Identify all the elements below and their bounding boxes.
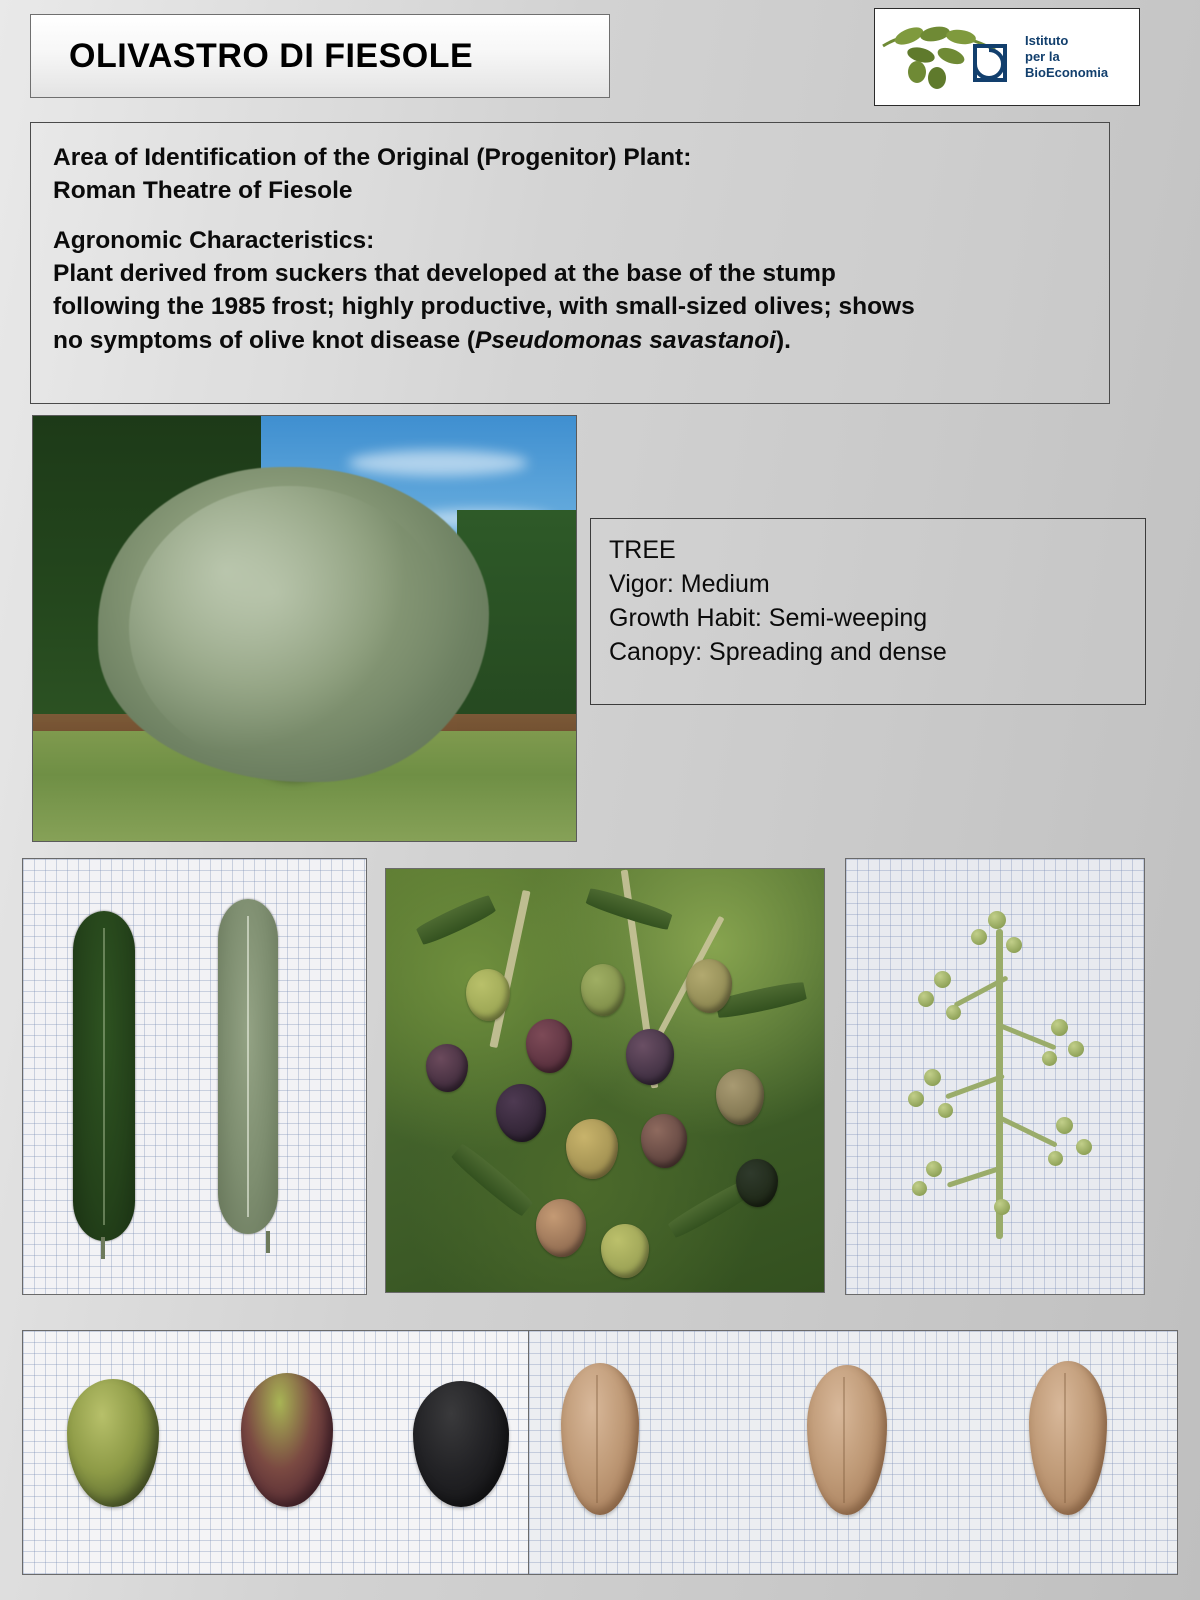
flower-bud [946, 1005, 961, 1020]
tree-vigor: Vigor: Medium [609, 570, 770, 598]
agronomic-line-1: Plant derived from suckers that developed at the base of the stump [53, 259, 836, 287]
olive-inflorescence-scan [845, 858, 1145, 1295]
tree-panel-title: TREE [609, 536, 676, 564]
flower-bud [1056, 1117, 1073, 1134]
flower-bud [994, 1199, 1010, 1215]
inflorescence-main-stem [996, 929, 1003, 1239]
identification-info-box [30, 122, 1110, 404]
flower-bud [1042, 1051, 1057, 1066]
agronomic-line-2: following the 1985 frost; highly productive, with small-sized olives; shows [53, 293, 915, 321]
logo-line-2: per la [1025, 49, 1060, 65]
agronomic-characteristics-label: Agronomic Characteristics: [53, 226, 375, 254]
agronomic-characteristics-block [53, 224, 1087, 357]
drupes-and-pits-strip [22, 1330, 1178, 1575]
olive-pits-scan [529, 1331, 1177, 1574]
flower-bud [1048, 1151, 1063, 1166]
leaf-petiole [266, 1231, 270, 1253]
flower-bud [988, 911, 1006, 929]
olive-leaves-scan [22, 858, 367, 1295]
flower-bud [934, 971, 951, 988]
leaf-abaxial-surface [218, 899, 278, 1234]
flower-bud [912, 1181, 927, 1196]
flower-bud [1076, 1139, 1092, 1155]
olive-fruits-on-branch-photo [385, 868, 825, 1293]
olive-branch-logo-icon [875, 12, 1025, 102]
area-identification-value: Roman Theatre of Fiesole [53, 177, 353, 205]
flower-bud [1051, 1019, 1068, 1036]
logo-line-3: BioEconomia [1025, 64, 1109, 80]
agronomic-line-3-post: ). [775, 326, 791, 354]
tree-characteristics-panel [590, 518, 1146, 705]
leaf-petiole [101, 1237, 105, 1259]
logo-line-1: Istituto [1025, 33, 1069, 49]
tree-canopy: Canopy: Spreading and dense [609, 638, 947, 666]
flower-bud [918, 991, 934, 1007]
area-identification-block [53, 141, 1087, 208]
olive-tree-canopy [98, 467, 489, 782]
flower-bud [926, 1161, 942, 1177]
flower-bud [971, 929, 987, 945]
pathogen-name: Pseudomonas savastanoi [475, 326, 776, 354]
area-identification-label: Area of Identification of the Original (Progenitor) Plant: [53, 144, 692, 171]
agronomic-line-3-pre: no symptoms of olive knot disease ( [53, 326, 476, 354]
flower-bud [938, 1103, 953, 1118]
flower-bud [908, 1091, 924, 1107]
institute-logo-text [1025, 33, 1108, 81]
olive-drupes-scan [23, 1331, 529, 1574]
agronomic-line-3 [53, 324, 1087, 357]
institute-logo [874, 8, 1140, 106]
specimen-photo-row [22, 858, 1178, 1295]
flower-bud [1006, 937, 1022, 953]
leaf-adaxial-surface [73, 911, 135, 1241]
page-title: OLIVASTRO DI FIESOLE [69, 36, 474, 75]
tree-growth-habit: Growth Habit: Semi-weeping [609, 604, 928, 632]
cloud-shape [348, 450, 528, 476]
flower-bud [924, 1069, 941, 1086]
olive-tree-photo [32, 415, 577, 842]
page-title-banner [30, 14, 610, 98]
flower-bud [1068, 1041, 1084, 1057]
